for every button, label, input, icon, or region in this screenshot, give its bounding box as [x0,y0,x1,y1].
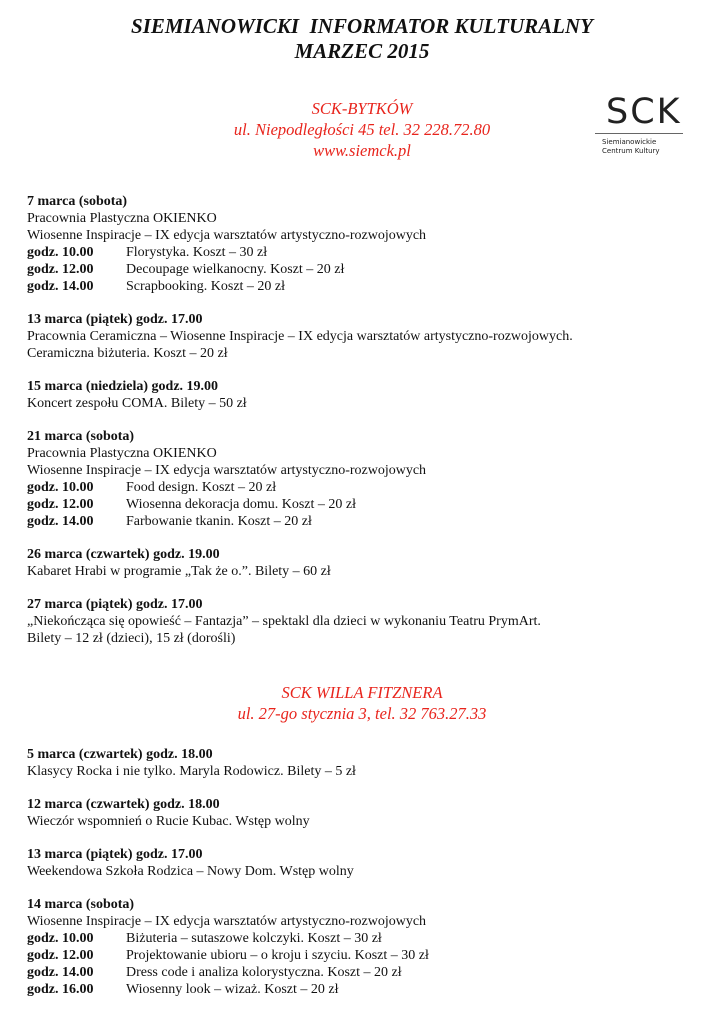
session-description: Wiosenna dekoracja domu. Koszt – 20 zł [126,497,356,512]
event-entry [27,596,695,647]
event-entry [27,378,695,412]
event-date: 13 marca (piątek) godz. 17.00 [27,847,203,862]
session-time: godz. 10.00 [27,245,94,260]
event-session [27,513,695,530]
event-session [27,964,695,981]
event-description: Pracownia Plastyczna OKIENKO [27,211,217,226]
event-session [27,496,695,513]
venue-address: ul. Niepodległości 45 tel. 32 228.72.80 [233,120,491,139]
event-date: 21 marca (sobota) [27,429,135,444]
event-entry [27,546,695,580]
event-description: Pracownia Plastyczna OKIENKO [27,446,217,461]
venue-name: SCK-BYTKÓW [311,99,413,118]
event-description: „Niekończąca się opowieść – Fantazja” – spektakl dla dzieci w wykonaniu Teatru PrymArt. [27,614,541,629]
event-description: Weekendowa Szkoła Rodzica – Nowy Dom. Wstęp wolny [27,864,354,879]
event-session [27,947,695,964]
event-entry [27,311,695,362]
venue-website-link[interactable]: www.siemck.pl [313,141,411,160]
sck-logo [592,92,688,162]
session-description: Wiosenny look – wizaż. Koszt – 20 zł [126,982,339,997]
title-line-2: MARZEC 2015 [294,39,430,63]
session-description: Dress code i analiza kolorystyczna. Koszt – 20 zł [126,965,402,980]
event-description: Pracownia Ceramiczna – Wiosenne Inspiracje – IX edycja warsztatów artystyczno-rozwojowych. [27,329,573,344]
event-description: Ceramiczna biżuteria. Koszt – 20 zł [27,346,228,361]
session-time: godz. 16.00 [27,982,94,997]
session-time: godz. 10.00 [27,480,94,495]
session-time: godz. 12.00 [27,948,94,963]
event-entry [27,428,695,530]
event-session [27,261,695,278]
event-session [27,244,695,261]
event-description: Bilety – 12 zł (dzieci), 15 zł (dorośli) [27,631,236,646]
session-time: godz. 12.00 [27,497,94,512]
session-time: godz. 14.00 [27,514,94,529]
event-description: Kabaret Hrabi w programie „Tak że o.”. Bilety – 60 zł [27,564,331,579]
page-title [0,14,724,64]
event-description: Wiosenne Inspiracje – IX edycja warsztatów artystyczno-rozwojowych [27,463,427,478]
title-line-1: SIEMIANOWICKI INFORMATOR KULTURALNY [131,14,593,38]
logo-subtitle-line-2: Centrum Kultury [602,147,660,155]
event-session [27,981,695,998]
venue-header-fitzner [0,682,724,724]
session-description: Scrapbooking. Koszt – 20 zł [126,279,286,294]
event-entry [27,193,695,295]
event-entry [27,896,695,998]
session-description: Biżuteria – sutaszowe kolczyki. Koszt – 30 zł [126,931,382,946]
logo-subtitle [602,138,660,156]
event-date: 7 marca (sobota) [27,194,128,209]
venue-name: SCK WILLA FITZNERA [281,683,443,702]
event-description: Koncert zespołu COMA. Bilety – 50 zł [27,396,247,411]
session-time: godz. 14.00 [27,965,94,980]
event-entry [27,846,695,880]
logo-divider [595,133,683,134]
event-date: 26 marca (czwartek) godz. 19.00 [27,547,220,562]
event-session [27,278,695,295]
event-date: 14 marca (sobota) [27,897,135,912]
events-list-fitzner [27,746,695,1014]
venue-address: ul. 27-go stycznia 3, tel. 32 763.27.33 [237,704,487,723]
session-description: Decoupage wielkanocny. Koszt – 20 zł [126,262,345,277]
event-date: 15 marca (niedziela) godz. 19.00 [27,379,219,394]
event-description: Wieczór wspomnień o Rucie Kubac. Wstęp wolny [27,814,310,829]
event-entry [27,746,695,780]
event-session [27,930,695,947]
session-time: godz. 12.00 [27,262,94,277]
session-description: Farbowanie tkanin. Koszt – 20 zł [126,514,312,529]
logo-subtitle-line-1: Siemianowickie [602,138,657,146]
event-date: 5 marca (czwartek) godz. 18.00 [27,747,213,762]
session-description: Florystyka. Koszt – 30 zł [126,245,268,260]
event-description: Wiosenne Inspiracje – IX edycja warsztatów artystyczno-rozwojowych [27,914,427,929]
session-description: Projektowanie ubioru – o kroju i szyciu. Koszt – 30 zł [126,948,429,963]
event-session [27,479,695,496]
event-date: 12 marca (czwartek) godz. 18.00 [27,797,220,812]
session-time: godz. 10.00 [27,931,94,946]
event-description: Wiosenne Inspiracje – IX edycja warsztatów artystyczno-rozwojowych [27,228,427,243]
session-time: godz. 14.00 [27,279,94,294]
session-description: Food design. Koszt – 20 zł [126,480,277,495]
event-date: 27 marca (piątek) godz. 17.00 [27,597,203,612]
logo-mark: SCK [606,92,682,132]
event-date: 13 marca (piątek) godz. 17.00 [27,312,203,327]
event-entry [27,796,695,830]
events-list-bytkow [27,193,695,663]
event-description: Klasycy Rocka i nie tylko. Maryla Rodowicz. Bilety – 5 zł [27,764,356,779]
